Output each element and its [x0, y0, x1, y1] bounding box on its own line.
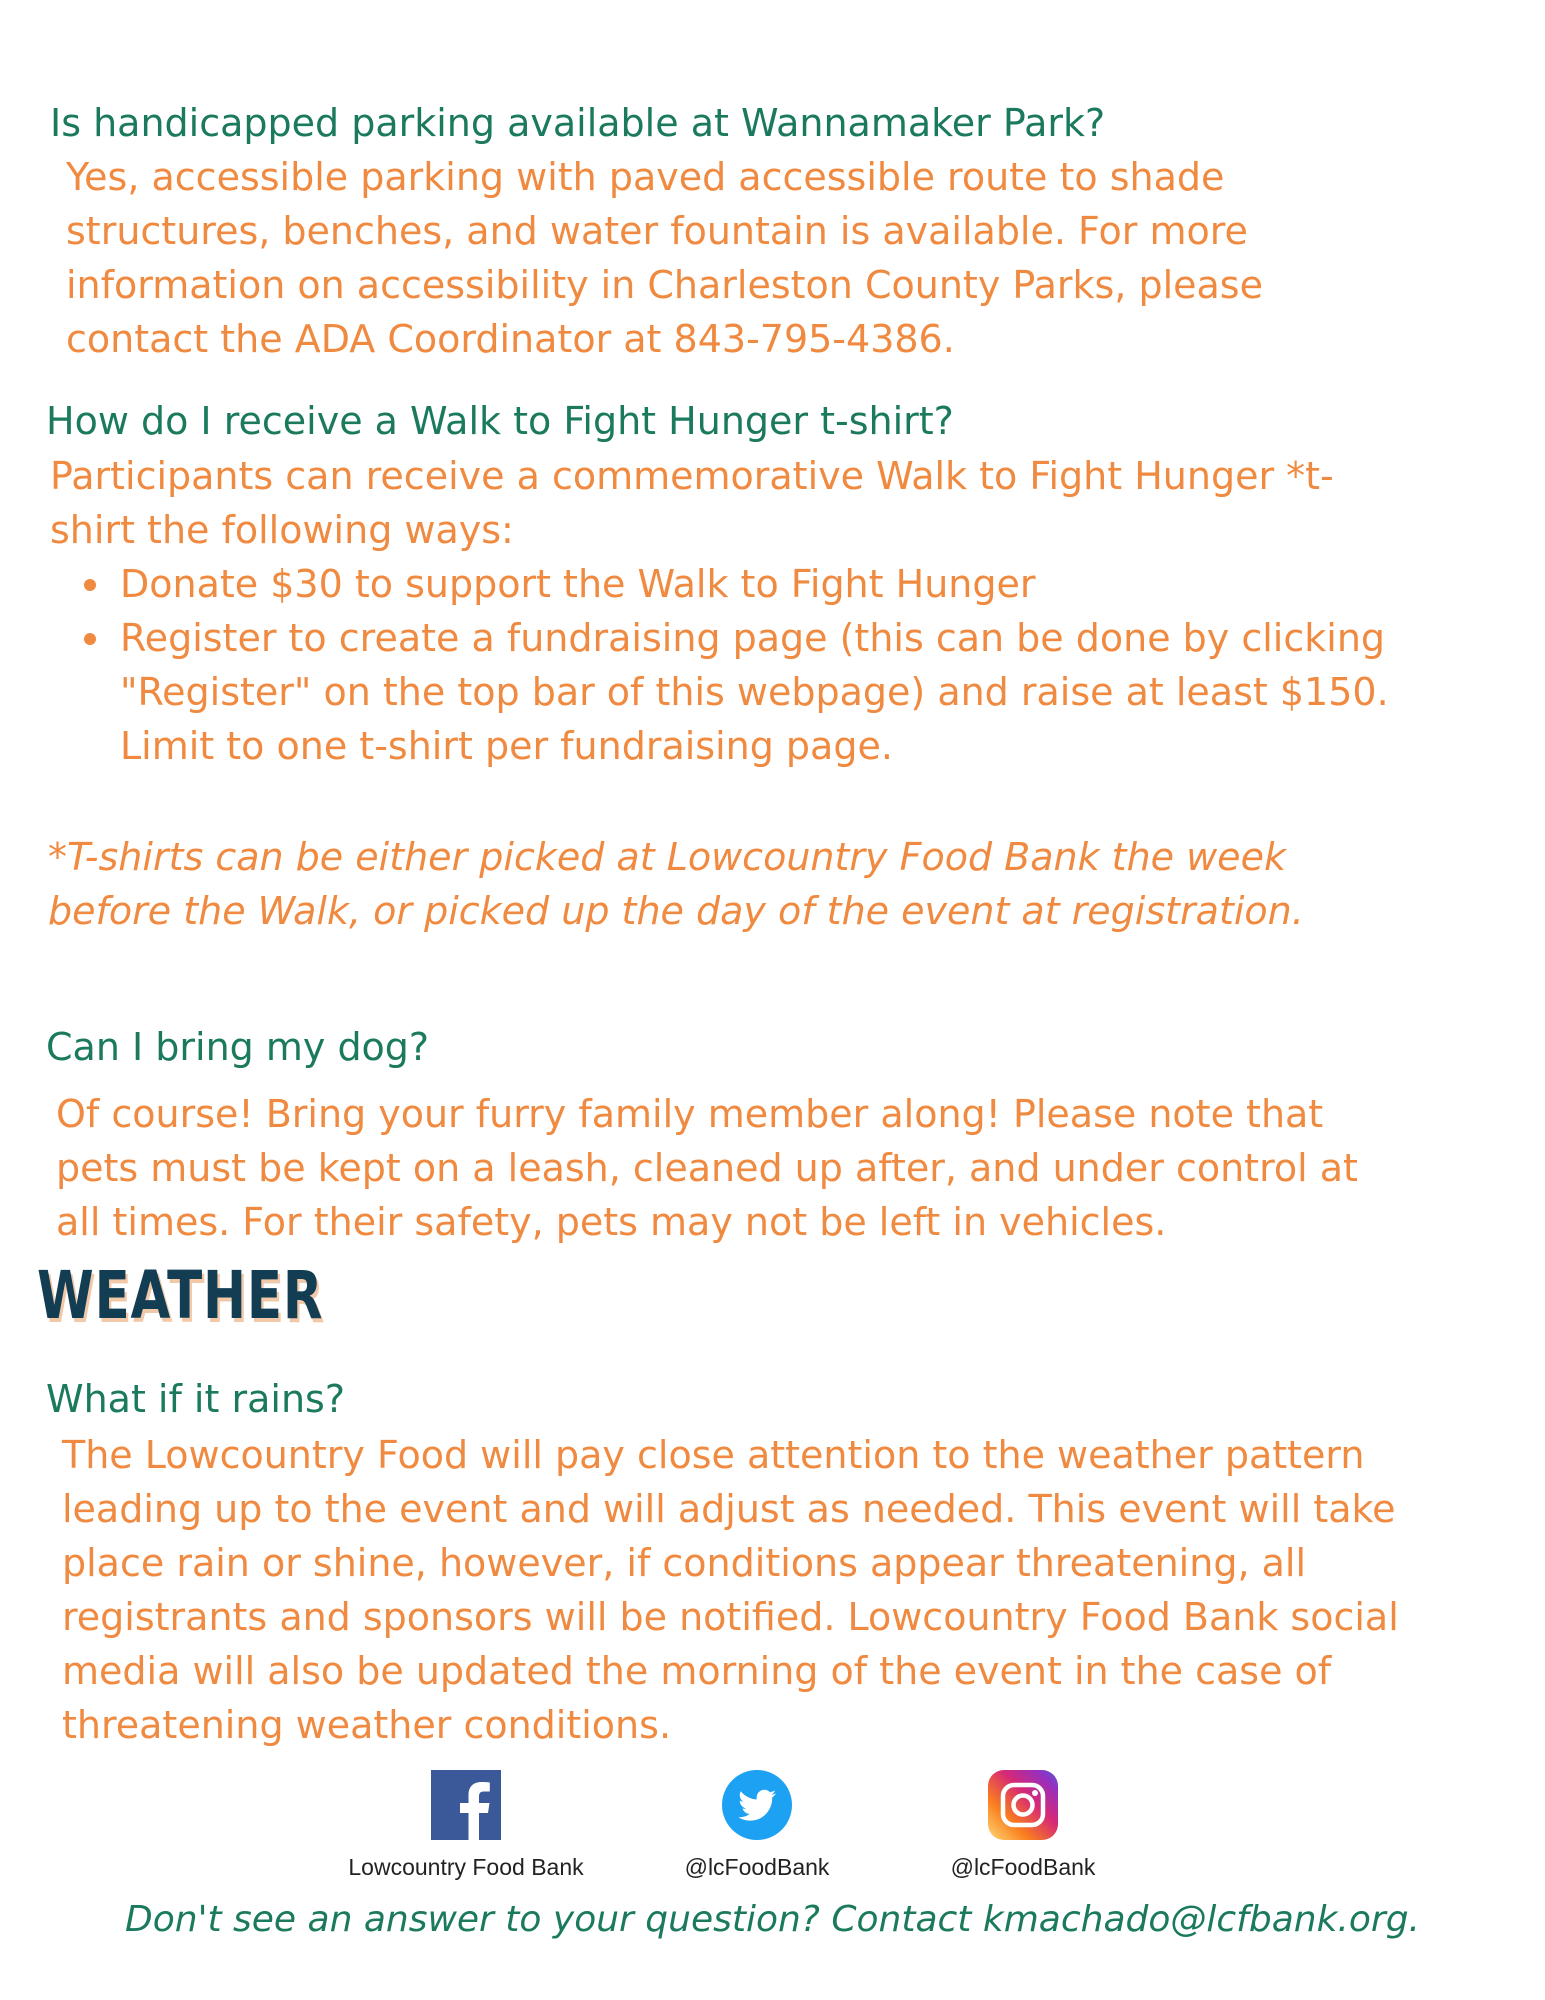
social-instagram[interactable] — [888, 1770, 1158, 1881]
answer-line: The Lowcountry Food will pay close attention to the weather pattern — [62, 1433, 1365, 1477]
list-item-text: "Register" on the top bar of this webpage) and raise at least $150. — [120, 670, 1389, 714]
faq-question-tshirt: How do I receive a Walk to Fight Hunger t-shirt? — [46, 399, 954, 443]
note-line: *T-shirts can be either picked at Lowcountry Food Bank the week — [48, 835, 1286, 879]
tshirt-ways-list — [46, 557, 1389, 773]
answer-line: Of course! Bring your furry family member along! Please note that — [56, 1092, 1324, 1136]
social-instagram-label: @lcFoodBank — [950, 1854, 1096, 1880]
answer-line: shirt the following ways: — [50, 508, 514, 552]
social-twitter-label: @lcFoodBank — [684, 1854, 830, 1880]
faq-answer-rain — [62, 1428, 1399, 1752]
faq-answer-dog — [56, 1087, 1358, 1249]
answer-line: leading up to the event and will adjust as needed. This event will take — [62, 1487, 1396, 1531]
facebook-icon — [431, 1770, 501, 1840]
weather-heading: WEATHER — [37, 1257, 324, 1334]
list-item — [46, 557, 1389, 611]
social-twitter[interactable] — [622, 1770, 892, 1881]
faq-question-parking: Is handicapped parking available at Wannamaker Park? — [50, 101, 1106, 145]
answer-line: Participants can receive a commemorative Walk to Fight Hunger *t- — [50, 454, 1334, 498]
answer-line: registrants and sponsors will be notified. Lowcountry Food Bank social — [62, 1595, 1399, 1639]
list-item-text: Register to create a fundraising page (this can be done by clicking — [120, 616, 1386, 660]
instagram-icon — [988, 1770, 1058, 1840]
answer-line: contact the ADA Coordinator at 843-795-4386. — [66, 317, 955, 361]
twitter-icon — [722, 1770, 792, 1840]
answer-line: pets must be kept on a leash, cleaned up after, and under control at — [56, 1146, 1358, 1190]
answer-line: media will also be updated the morning of the event in the case of — [62, 1649, 1332, 1693]
list-item-text: Donate $30 to support the Walk to Fight Hunger — [120, 562, 1036, 606]
answer-line: place rain or shine, however, if conditions appear threatening, all — [62, 1541, 1306, 1585]
answer-line: information on accessibility in Charleston County Parks, please — [66, 263, 1263, 307]
bullet-dot — [84, 579, 96, 591]
social-facebook[interactable] — [331, 1770, 601, 1881]
bullet-dot — [84, 633, 96, 645]
answer-line: Yes, accessible parking with paved accessible route to shade — [66, 155, 1225, 199]
faq-question-dog: Can I bring my dog? — [46, 1025, 430, 1069]
note-line: before the Walk, or picked up the day of the event at registration. — [48, 889, 1304, 933]
faq-answer-tshirt — [50, 449, 1334, 557]
social-facebook-label: Lowcountry Food Bank — [348, 1854, 584, 1880]
faq-question-rain: What if it rains? — [46, 1377, 345, 1421]
answer-line: structures, benches, and water fountain is available. For more — [66, 209, 1248, 253]
list-item — [46, 611, 1389, 773]
tshirt-pickup-note — [48, 830, 1304, 938]
answer-line: threatening weather conditions. — [62, 1703, 672, 1747]
answer-line: all times. For their safety, pets may not be left in vehicles. — [56, 1200, 1167, 1244]
faq-answer-parking — [66, 150, 1263, 366]
contact-footer: Don't see an answer to your question? Contact kmachado@lcfbank.org. — [125, 1899, 1420, 1940]
list-item-text: Limit to one t-shirt per fundraising page. — [120, 724, 893, 768]
